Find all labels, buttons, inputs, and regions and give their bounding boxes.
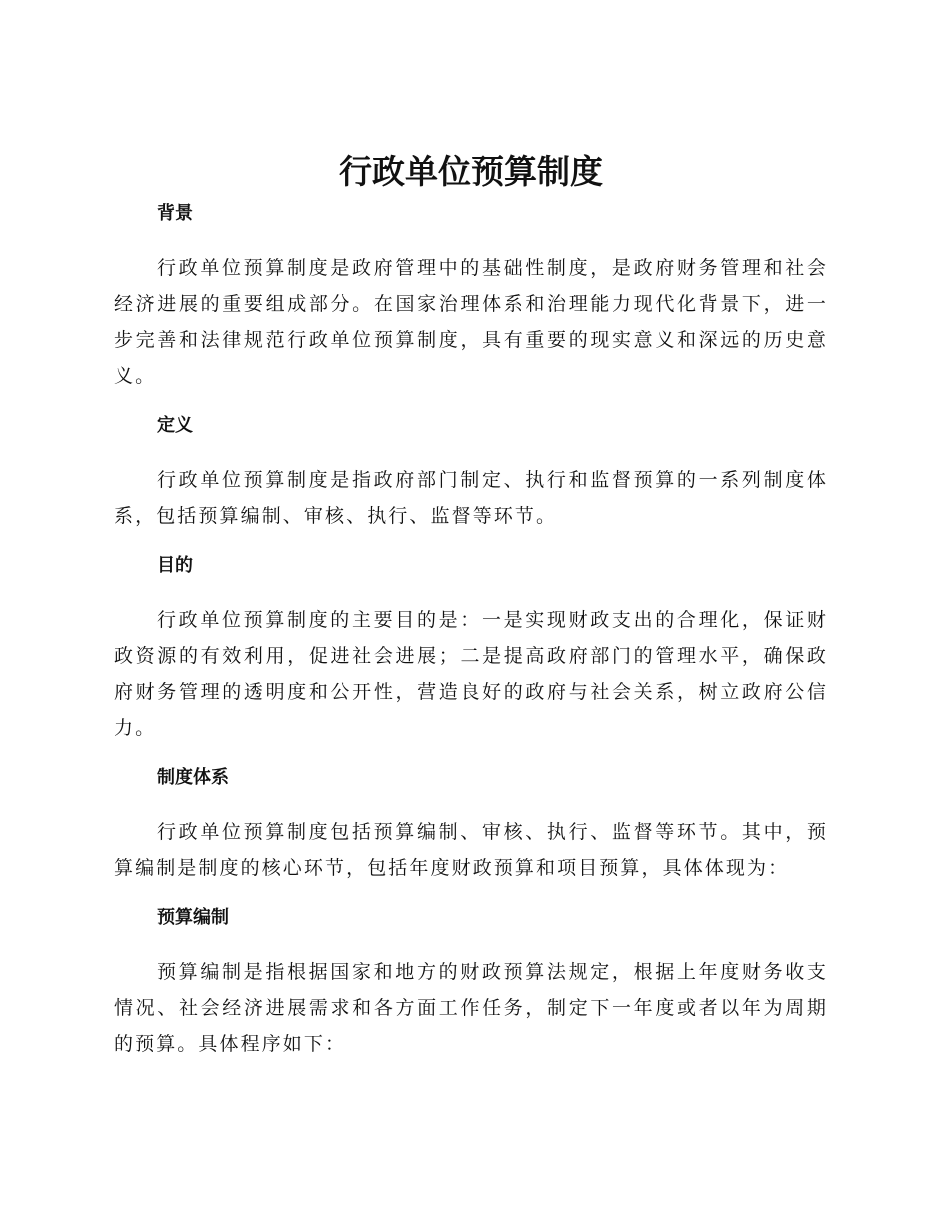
section-paragraph: 行政单位预算制度是指政府部门制定、执行和监督预算的一系列制度体系，包括预算编制、审核、执行、监督等环节。: [114, 469, 828, 527]
section-heading: 预算编制: [157, 907, 229, 928]
section-heading: 制度体系: [157, 767, 229, 788]
section-paragraph: 行政单位预算制度是政府管理中的基础性制度，是政府财务管理和社会经济进展的重要组成部分。在国家治理体系和治理能力现代化背景下，进一步完善和法律规范行政单位预算制度，具有重要的现实意义和深远的历史意义。: [114, 257, 828, 387]
section-paragraph: 行政单位预算制度的主要目的是：一是实现财政支出的合理化，保证财政资源的有效利用，促进社会进展；二是提高政府部门的管理水平，确保政府财务管理的透明度和公开性，营造良好的政府与社会关系，树立政府公信力。: [114, 609, 828, 739]
section-purpose: [114, 552, 828, 764]
section-heading: 背景: [157, 203, 193, 224]
section-system: [114, 764, 828, 904]
section-paragraph: 预算编制是指根据国家和地方的财政预算法规定，根据上年度财务收支情况、社会经济进展需求和各方面工作任务，制定下一年度或者以年为周期的预算。具体程序如下：: [114, 961, 828, 1055]
section-heading: 定义: [157, 415, 193, 436]
section-heading: 目的: [157, 555, 193, 576]
document-title: 行政单位预算制度: [339, 152, 603, 191]
section-budget-preparation: [114, 904, 828, 1062]
section-background: [114, 200, 828, 412]
section-paragraph: 行政单位预算制度包括预算编制、审核、执行、监督等环节。其中，预算编制是制度的核心环节，包括年度财政预算和项目预算，具体体现为：: [114, 821, 828, 879]
section-definition: [114, 412, 828, 552]
